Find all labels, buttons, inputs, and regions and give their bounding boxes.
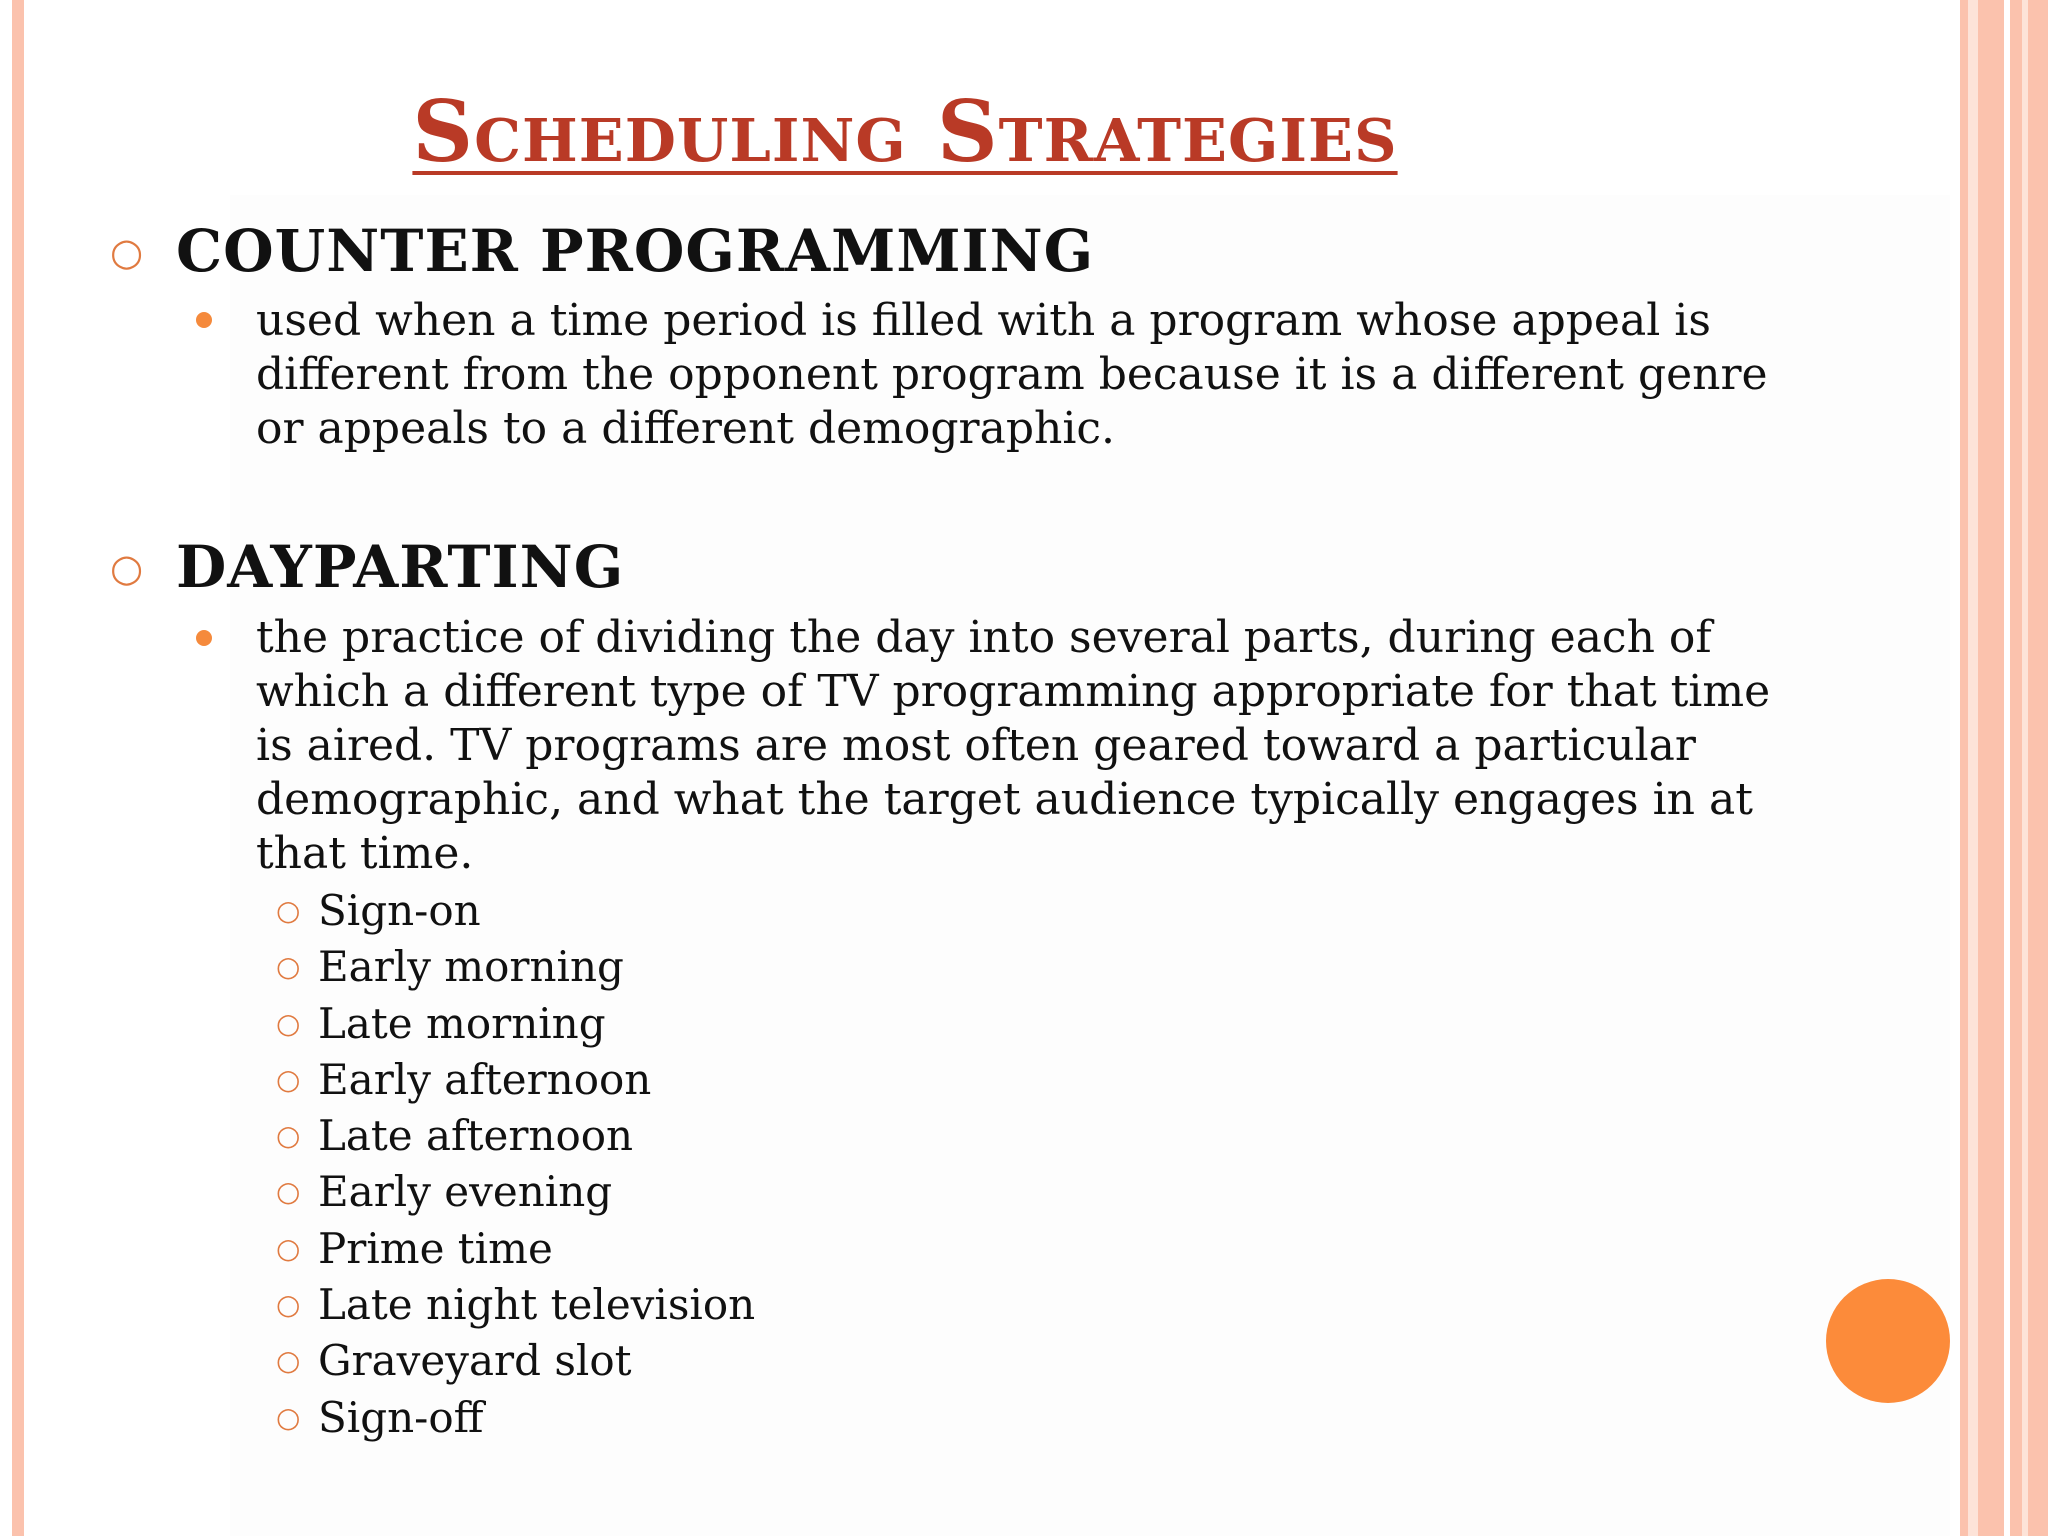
list-item: ○ Prime time — [318, 1221, 755, 1277]
hollow-circle-bullet-icon: ○ — [110, 546, 144, 590]
small-hollow-bullet-icon: ○ — [276, 894, 301, 927]
section-heading-counter-programming: COUNTER PROGRAMMING — [176, 217, 1095, 285]
hollow-circle-bullet-icon: ○ — [110, 230, 144, 274]
section-heading-dayparting: DAYPARTING — [176, 533, 625, 601]
small-hollow-bullet-icon: ○ — [276, 1231, 301, 1265]
list-item: ○ Graveyard slot — [318, 1333, 755, 1389]
left-decorative-stripe — [12, 0, 24, 1536]
right-decorative-stripe — [1960, 0, 1968, 1536]
list-item: ○ Early afternoon — [318, 1052, 755, 1108]
section-body-counter-programming: used when a time period is filled with a program whose appeal is different from the opponent program because it is a different genre or appeals to a different demographic. — [256, 295, 1768, 454]
daypart-list — [276, 883, 756, 1446]
small-hollow-bullet-icon: ○ — [276, 1175, 301, 1209]
small-hollow-bullet-icon: ○ — [276, 1288, 301, 1322]
right-decorative-stripe — [1978, 0, 2004, 1536]
section-body-dayparting: the practice of dividing the day into several parts, during each of which a different type of TV programming appropriate for that time is aired. TV programs are most often geared toward a particular demographic, and what the target audience typically engages in at that time. — [256, 612, 1771, 879]
small-hollow-bullet-icon: ○ — [276, 1119, 301, 1153]
small-hollow-bullet-icon: ○ — [276, 1006, 301, 1040]
list-item: ○ Sign-off — [318, 1390, 755, 1446]
list-item: ○ Late night television — [318, 1277, 755, 1333]
small-hollow-bullet-icon: ○ — [276, 1344, 301, 1378]
small-hollow-bullet-icon: ○ — [276, 950, 301, 984]
right-decorative-stripe — [2010, 0, 2022, 1536]
small-hollow-bullet-icon: ○ — [276, 1400, 301, 1434]
list-item: ○ Late morning — [318, 996, 755, 1052]
orange-circle-decoration — [1826, 1279, 1950, 1403]
slide-title: Scheduling Strategies — [412, 82, 1398, 181]
small-hollow-bullet-icon: ○ — [276, 1062, 301, 1096]
right-decorative-stripe — [1968, 0, 1978, 1536]
list-item: ○ Early evening — [318, 1164, 755, 1220]
right-decorative-stripe — [2028, 0, 2048, 1536]
filled-circle-bullet-icon — [196, 630, 212, 646]
list-item: ○ Sign-on — [318, 883, 755, 939]
list-item: ○ Late afternoon — [318, 1108, 755, 1164]
list-item: ○ Early morning — [318, 939, 755, 995]
filled-circle-bullet-icon — [196, 312, 212, 328]
